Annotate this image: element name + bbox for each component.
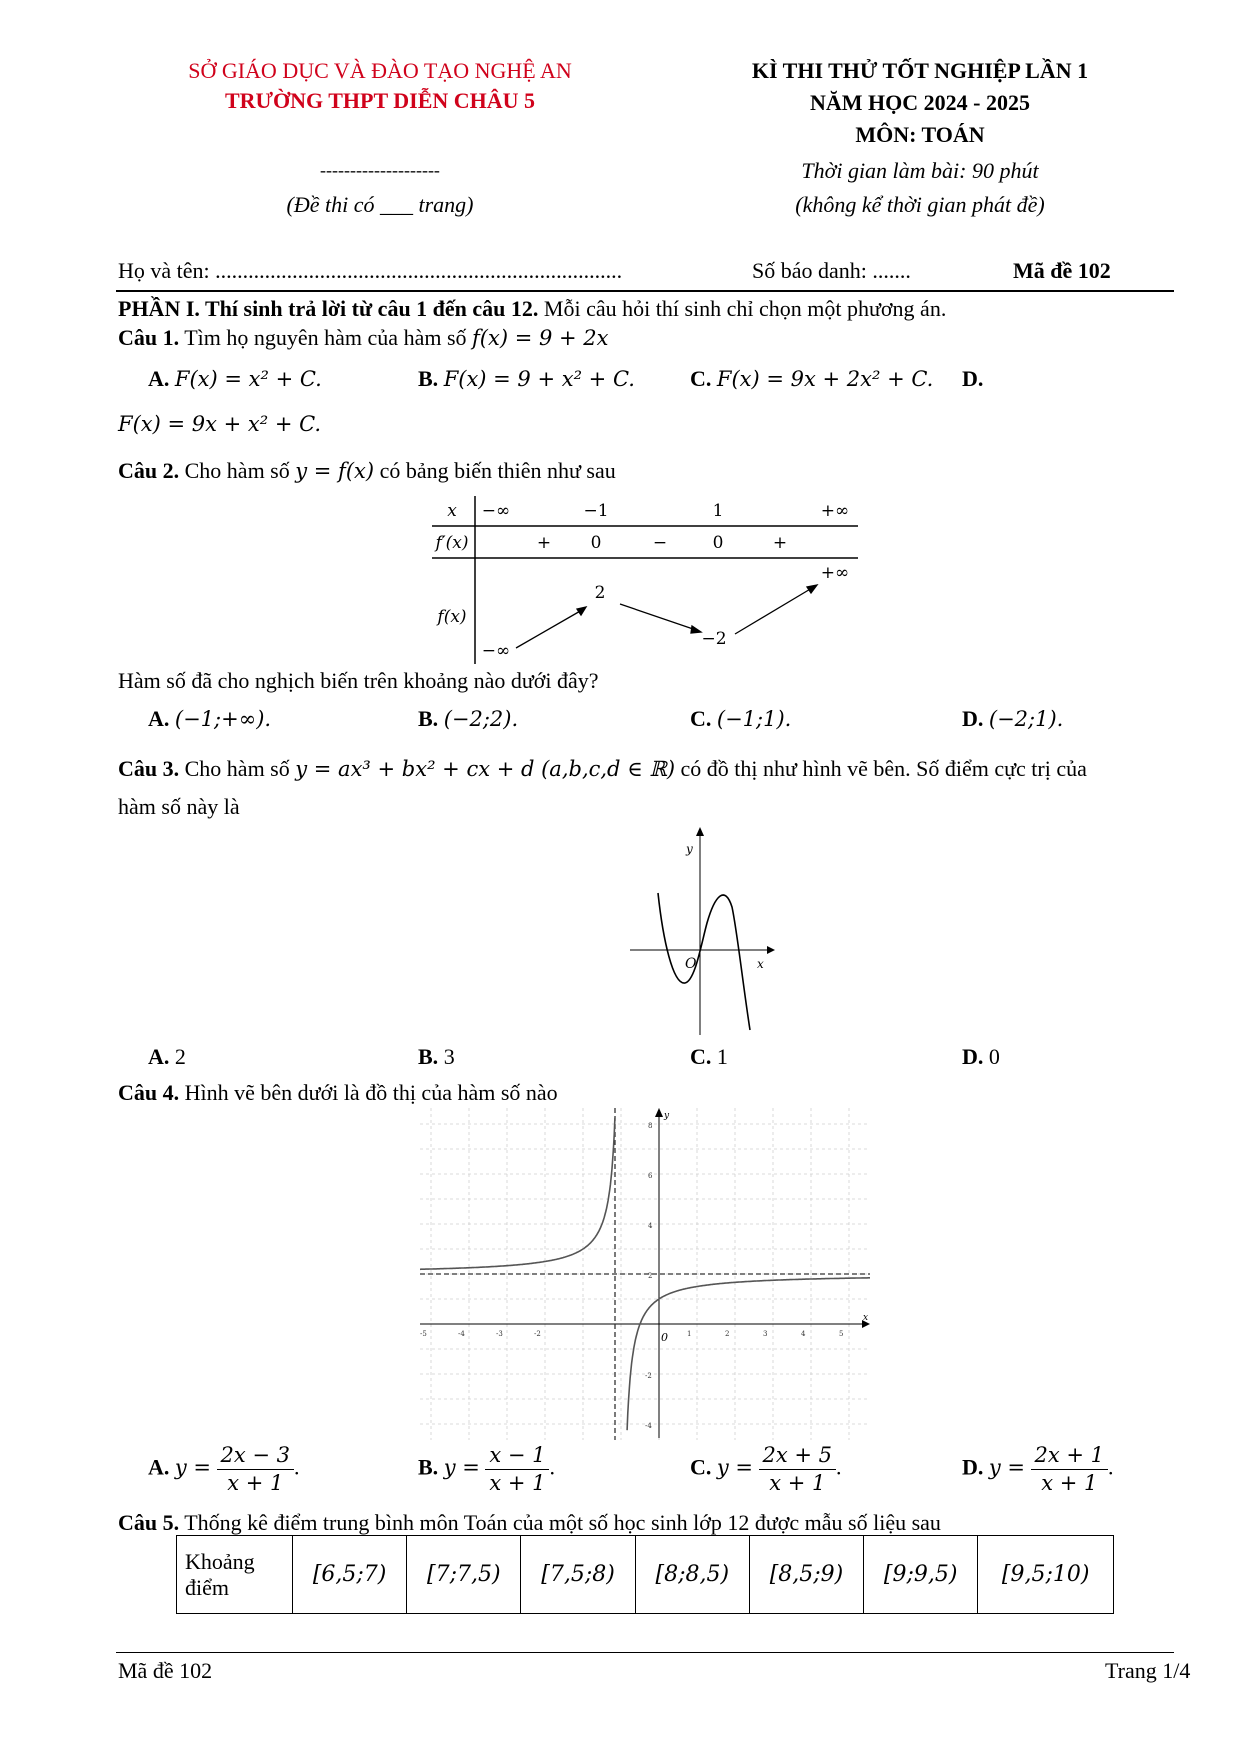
q2-stem: Câu 2. Cho hàm số y = f(x) có bảng biến thiên như sau — [118, 458, 616, 483]
q3-option-a[interactable]: A. 2 — [148, 1044, 186, 1069]
cubic-graph — [625, 825, 780, 1040]
subject: MÔN: TOÁN — [855, 122, 985, 147]
cubic-origin: O — [685, 956, 697, 972]
hyp-ytick-6: -4 — [645, 1422, 652, 1430]
vt-sign-2: 0 — [590, 533, 602, 553]
vt-f-4: +∞ — [820, 563, 850, 583]
table-header-cell: Khoảng điểm — [177, 1536, 293, 1614]
hyp-xtick-8: 4 — [801, 1330, 806, 1338]
time-limit: Thời gian làm bài: 90 phút — [801, 158, 1039, 183]
q4-option-a[interactable]: A. y = $\frac{2x - 3}{x + 1}$ . — [148, 1443, 300, 1496]
q3-stem-line2: hàm số này là — [118, 794, 240, 819]
q1-stem: Câu 1. Tìm họ nguyên hàm của hàm số f(x) = 9 + 2x — [118, 325, 609, 350]
table-cell: [9,5;10) — [978, 1536, 1114, 1614]
q2-option-c[interactable]: C. (−1;1). — [690, 706, 792, 731]
page-count: (Đề thi có ___ trang) — [286, 192, 474, 217]
vt-row-fprime: f′(x) — [435, 533, 469, 553]
q4-option-b[interactable]: B. y = $\frac{x - 1}{x + 1}$ . — [418, 1443, 555, 1496]
hyp-xtick-6: 2 — [725, 1330, 730, 1338]
vt-f-2: 2 — [594, 583, 606, 603]
cubic-curve — [658, 893, 750, 1030]
student-id-field: Số báo danh: ....... — [752, 258, 911, 283]
table-cell: [9;9,5) — [864, 1536, 978, 1614]
table-cell: [6,5;7) — [293, 1536, 407, 1614]
q1-option-b[interactable]: B. F(x) = 9 + x² + C. — [418, 366, 635, 391]
q2-question: Hàm số đã cho nghịch biến trên khoảng nào dưới đây? — [118, 668, 599, 693]
vt-row-f: f(x) — [437, 607, 467, 627]
hyperbola-graph — [420, 1108, 870, 1440]
hyp-xtick-7: 3 — [763, 1330, 768, 1338]
exam-code: Mã đề 102 — [1013, 258, 1111, 283]
table-cell: [7;7,5) — [407, 1536, 521, 1614]
hyp-xtick-1: -5 — [420, 1330, 427, 1338]
q4-stem: Câu 4. Hình vẽ bên dưới là đồ thị của hàm số nào — [118, 1080, 558, 1105]
hyp-ytick-2: 6 — [648, 1172, 653, 1180]
vt-x-4: +∞ — [820, 501, 850, 521]
school-year: NĂM HỌC 2024 - 2025 — [810, 90, 1030, 115]
q3-stem: Câu 3. Cho hàm số y = ax³ + bx² + cx + d (a,b,c,d ∈ ℝ) có đồ thị như hình vẽ bên. Số điểm cực trị của — [118, 756, 1087, 781]
vt-x-1: −∞ — [481, 501, 511, 521]
table-row — [177, 1536, 1114, 1614]
q2-option-b[interactable]: B. (−2;2). — [418, 706, 519, 731]
hyp-origin: 0 — [661, 1331, 668, 1344]
footer-page: Trang 1/4 — [1105, 1658, 1191, 1683]
hyperbola-left-branch — [420, 1118, 615, 1270]
q1-option-c[interactable]: C. F(x) = 9x + 2x² + C. — [690, 366, 934, 391]
footer-divider — [116, 1652, 1174, 1653]
table-cell: [8,5;9) — [749, 1536, 863, 1614]
hyp-xtick-3: -3 — [496, 1330, 503, 1338]
vt-x-2: −1 — [583, 501, 609, 521]
hyp-ytick-1: 8 — [648, 1122, 653, 1130]
hyp-xtick-9: 5 — [839, 1330, 844, 1338]
hyp-xtick-5: 1 — [687, 1330, 692, 1338]
header-dashes: -------------------- — [320, 160, 440, 180]
vt-sign-4: 0 — [712, 533, 724, 553]
hyp-x-label: x — [863, 1313, 869, 1323]
vt-f-3: −2 — [701, 629, 727, 649]
q1-option-d[interactable]: F(x) = 9x + x² + C. — [118, 412, 322, 436]
time-note: (không kể thời gian phát đề) — [795, 192, 1045, 217]
vt-sign-1: + — [536, 533, 552, 553]
hyp-xtick-2: -4 — [458, 1330, 465, 1338]
hyp-xtick-4: -2 — [534, 1330, 541, 1338]
school-name: TRƯỜNG THPT DIỄN CHÂU 5 — [224, 88, 536, 113]
vt-sign-5: + — [772, 533, 788, 553]
q5-stem: Câu 5. Thống kê điểm trung bình môn Toán của một số học sinh lớp 12 được mẫu số liệu sau — [118, 1510, 941, 1535]
q1-option-d-label[interactable]: D. — [962, 366, 984, 391]
footer-code: Mã đề 102 — [118, 1658, 213, 1683]
table-cell: [8;8,5) — [635, 1536, 749, 1614]
vt-f-1: −∞ — [481, 641, 511, 661]
hyp-ytick-3: 4 — [648, 1222, 653, 1230]
q3-option-d[interactable]: D. 0 — [962, 1044, 1000, 1069]
q2-option-a[interactable]: A. (−1;+∞). — [148, 706, 272, 731]
q2-option-d[interactable]: D. (−2;1). — [962, 706, 1064, 731]
vt-x-3: 1 — [712, 501, 724, 521]
q1-option-a[interactable]: A. F(x) = x² + C. — [148, 366, 322, 391]
header-divider — [116, 290, 1174, 292]
vt-sign-3: − — [652, 533, 668, 553]
exam-title: KÌ THI THỬ TỐT NGHIỆP LẦN 1 — [751, 58, 1089, 83]
student-name-field: Họ và tên: .......................................................................... — [118, 258, 623, 283]
q4-option-d[interactable]: D. y = $\frac{2x + 1}{x + 1}$ . — [962, 1443, 1114, 1496]
cubic-x-label: x — [757, 957, 764, 971]
hyperbola-right-branch — [627, 1278, 870, 1430]
score-table — [176, 1535, 1114, 1614]
hyp-y-label: y — [664, 1111, 670, 1121]
hyp-ytick-4: 2 — [648, 1272, 653, 1280]
table-cell: [7,5;8) — [521, 1536, 635, 1614]
variation-table — [430, 496, 870, 664]
department-name: SỞ GIÁO DỤC VÀ ĐÀO TẠO NGHỆ AN — [188, 58, 572, 83]
q4-option-c[interactable]: C. y = $\frac{2x + 5}{x + 1}$ . — [690, 1443, 842, 1496]
part1-title: PHẦN I. Thí sinh trả lời từ câu 1 đến câu 12. Mỗi câu hỏi thí sinh chỉ chọn một phương án. — [118, 296, 947, 321]
vt-row-x: x — [447, 501, 457, 521]
q3-option-c[interactable]: C. 1 — [690, 1044, 728, 1069]
q3-option-b[interactable]: B. 3 — [418, 1044, 455, 1069]
hyp-ytick-5: -2 — [645, 1372, 652, 1380]
cubic-y-label: y — [686, 842, 693, 856]
